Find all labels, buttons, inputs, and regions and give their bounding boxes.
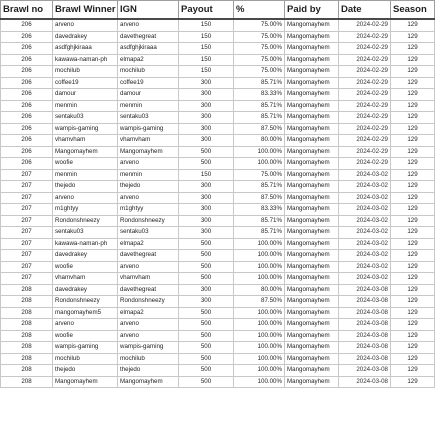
cell-date[interactable]: 2024-02-29 — [339, 31, 391, 43]
cell-season[interactable]: 129 — [391, 146, 435, 158]
cell-brawl-winner[interactable]: thejedo — [53, 181, 118, 193]
cell-date[interactable]: 2024-03-08 — [339, 307, 391, 319]
cell-date[interactable]: 2024-03-02 — [339, 273, 391, 285]
cell-ign[interactable]: elmapa2 — [118, 238, 179, 250]
table-row — [1, 31, 435, 43]
cell-ign[interactable]: arveno — [118, 19, 179, 31]
cell-brawl-no[interactable]: 208 — [1, 342, 53, 354]
cell-payout[interactable]: 500 — [179, 273, 234, 285]
table-row — [1, 342, 435, 354]
cell-brawl-winner[interactable]: woofie — [53, 261, 118, 273]
table-row — [1, 181, 435, 193]
cell-payout[interactable]: 150 — [179, 31, 234, 43]
cell-ign[interactable]: wampis-gaming — [118, 123, 179, 135]
cell-date[interactable]: 2024-03-02 — [339, 169, 391, 181]
table-row — [1, 296, 435, 308]
cell-payout[interactable]: 300 — [179, 296, 234, 308]
cell-brawl-winner[interactable]: mangomayhem5 — [53, 307, 118, 319]
cell-brawl-winner[interactable]: Mangomayhem — [53, 146, 118, 158]
cell-brawl-winner[interactable]: davedrakey — [53, 250, 118, 262]
cell-paid-by[interactable]: Mangomayhem — [285, 158, 339, 170]
cell-ign[interactable]: coffee19 — [118, 77, 179, 89]
cell-brawl-no[interactable]: 206 — [1, 31, 53, 43]
table-row — [1, 319, 435, 331]
cell-payout[interactable]: 500 — [179, 250, 234, 262]
header-row — [1, 1, 435, 20]
header-payout[interactable]: Payout — [179, 1, 234, 20]
cell-ign[interactable]: vhamvham — [118, 273, 179, 285]
cell-ign[interactable]: vhamvham — [118, 135, 179, 147]
cell-season[interactable]: 129 — [391, 307, 435, 319]
cell-date[interactable]: 2024-03-08 — [339, 365, 391, 377]
cell-brawl-no[interactable]: 206 — [1, 19, 53, 31]
table-row — [1, 123, 435, 135]
cell-payout[interactable]: 500 — [179, 146, 234, 158]
cell-brawl-no[interactable]: 207 — [1, 227, 53, 239]
cell-brawl-no[interactable]: 206 — [1, 66, 53, 78]
cell-percent[interactable]: 75.00% — [234, 31, 285, 43]
cell-season[interactable]: 129 — [391, 227, 435, 239]
table-body — [1, 19, 435, 388]
cell-brawl-winner[interactable]: arveno — [53, 319, 118, 331]
cell-ign[interactable]: Mangomayhem — [118, 376, 179, 388]
table-row — [1, 192, 435, 204]
table-row — [1, 250, 435, 262]
cell-date[interactable]: 2024-02-29 — [339, 146, 391, 158]
cell-brawl-no[interactable]: 207 — [1, 215, 53, 227]
cell-season[interactable]: 129 — [391, 330, 435, 342]
cell-ign[interactable]: arveno — [118, 192, 179, 204]
cell-percent[interactable]: 87.50% — [234, 123, 285, 135]
cell-percent[interactable]: 100.00% — [234, 353, 285, 365]
cell-brawl-winner[interactable]: m1ghtyy — [53, 204, 118, 216]
cell-percent[interactable]: 75.00% — [234, 54, 285, 66]
table-row — [1, 146, 435, 158]
cell-date[interactable]: 2024-02-29 — [339, 66, 391, 78]
cell-percent[interactable]: 75.00% — [234, 43, 285, 55]
cell-payout[interactable]: 300 — [179, 89, 234, 101]
cell-brawl-winner[interactable]: davedrakey — [53, 31, 118, 43]
table-row — [1, 204, 435, 216]
cell-ign[interactable]: arveno — [118, 319, 179, 331]
cell-percent[interactable]: 85.71% — [234, 112, 285, 124]
cell-brawl-winner[interactable]: Rondonshneezy — [53, 296, 118, 308]
cell-payout[interactable]: 150 — [179, 169, 234, 181]
cell-percent[interactable]: 83.33% — [234, 204, 285, 216]
cell-date[interactable]: 2024-02-29 — [339, 89, 391, 101]
cell-paid-by[interactable]: Mangomayhem — [285, 342, 339, 354]
cell-season[interactable]: 129 — [391, 365, 435, 377]
cell-payout[interactable]: 500 — [179, 365, 234, 377]
cell-payout[interactable]: 300 — [179, 100, 234, 112]
cell-percent[interactable]: 85.71% — [234, 181, 285, 193]
table-row — [1, 43, 435, 55]
cell-brawl-no[interactable]: 206 — [1, 100, 53, 112]
cell-payout[interactable]: 300 — [179, 227, 234, 239]
table-row — [1, 227, 435, 239]
cell-payout[interactable]: 500 — [179, 238, 234, 250]
cell-ign[interactable]: arveno — [118, 330, 179, 342]
cell-season[interactable]: 129 — [391, 31, 435, 43]
cell-brawl-winner[interactable]: Mangomayhem — [53, 376, 118, 388]
cell-ign[interactable]: elmapa2 — [118, 54, 179, 66]
cell-brawl-winner[interactable]: Rondonshneezy — [53, 215, 118, 227]
cell-date[interactable]: 2024-03-02 — [339, 181, 391, 193]
cell-season[interactable]: 129 — [391, 89, 435, 101]
cell-paid-by[interactable]: Mangomayhem — [285, 353, 339, 365]
cell-brawl-no[interactable]: 207 — [1, 250, 53, 262]
cell-brawl-winner[interactable]: menmin — [53, 169, 118, 181]
header-date[interactable]: Date — [339, 1, 391, 20]
cell-paid-by[interactable]: Mangomayhem — [285, 238, 339, 250]
cell-date[interactable]: 2024-03-08 — [339, 284, 391, 296]
cell-payout[interactable]: 150 — [179, 43, 234, 55]
cell-paid-by[interactable]: Mangomayhem — [285, 227, 339, 239]
table-row — [1, 353, 435, 365]
cell-ign[interactable]: menmin — [118, 100, 179, 112]
cell-payout[interactable]: 300 — [179, 284, 234, 296]
cell-percent[interactable]: 85.71% — [234, 215, 285, 227]
cell-date[interactable]: 2024-03-08 — [339, 342, 391, 354]
cell-season[interactable]: 129 — [391, 353, 435, 365]
cell-percent[interactable]: 100.00% — [234, 261, 285, 273]
cell-brawl-no[interactable]: 208 — [1, 319, 53, 331]
cell-brawl-no[interactable]: 207 — [1, 192, 53, 204]
cell-brawl-no[interactable]: 206 — [1, 77, 53, 89]
cell-payout[interactable]: 300 — [179, 181, 234, 193]
cell-date[interactable]: 2024-02-29 — [339, 123, 391, 135]
cell-brawl-no[interactable]: 206 — [1, 146, 53, 158]
cell-ign[interactable]: m1ghtyy — [118, 204, 179, 216]
cell-season[interactable]: 129 — [391, 215, 435, 227]
cell-percent[interactable]: 87.50% — [234, 192, 285, 204]
table-row — [1, 112, 435, 124]
cell-paid-by[interactable]: Mangomayhem — [285, 43, 339, 55]
cell-season[interactable]: 129 — [391, 261, 435, 273]
cell-brawl-winner[interactable]: asdfghjkiraaa — [53, 43, 118, 55]
header-ign[interactable]: IGN — [118, 1, 179, 20]
cell-payout[interactable]: 150 — [179, 66, 234, 78]
cell-percent[interactable]: 100.00% — [234, 146, 285, 158]
cell-brawl-no[interactable]: 206 — [1, 135, 53, 147]
cell-percent[interactable]: 75.00% — [234, 19, 285, 31]
cell-percent[interactable]: 100.00% — [234, 342, 285, 354]
cell-date[interactable]: 2024-03-08 — [339, 296, 391, 308]
table-row — [1, 100, 435, 112]
table-row — [1, 365, 435, 377]
table-row — [1, 77, 435, 89]
cell-ign[interactable]: mochilub — [118, 353, 179, 365]
cell-ign[interactable]: Mangomayhem — [118, 146, 179, 158]
table-row — [1, 158, 435, 170]
header-brawl-no[interactable]: Brawl no — [1, 1, 53, 20]
cell-date[interactable]: 2024-03-08 — [339, 353, 391, 365]
cell-brawl-winner[interactable]: kawawa-naman-ph — [53, 238, 118, 250]
cell-brawl-no[interactable]: 208 — [1, 353, 53, 365]
cell-paid-by[interactable]: Mangomayhem — [285, 89, 339, 101]
table-row — [1, 284, 435, 296]
cell-season[interactable]: 129 — [391, 204, 435, 216]
cell-season[interactable]: 129 — [391, 181, 435, 193]
cell-percent[interactable]: 100.00% — [234, 319, 285, 331]
cell-paid-by[interactable]: Mangomayhem — [285, 376, 339, 388]
cell-payout[interactable]: 500 — [179, 319, 234, 331]
cell-percent[interactable]: 100.00% — [234, 158, 285, 170]
cell-payout[interactable]: 500 — [179, 261, 234, 273]
cell-ign[interactable]: sentaku03 — [118, 112, 179, 124]
cell-season[interactable]: 129 — [391, 77, 435, 89]
cell-date[interactable]: 2024-03-02 — [339, 238, 391, 250]
cell-payout[interactable]: 300 — [179, 215, 234, 227]
cell-percent[interactable]: 100.00% — [234, 238, 285, 250]
cell-ign[interactable]: thejedo — [118, 181, 179, 193]
cell-percent[interactable]: 87.50% — [234, 296, 285, 308]
cell-brawl-no[interactable]: 208 — [1, 296, 53, 308]
cell-percent[interactable]: 85.71% — [234, 77, 285, 89]
header-paid-by[interactable]: Paid by — [285, 1, 339, 20]
cell-season[interactable]: 129 — [391, 43, 435, 55]
cell-brawl-winner[interactable]: wampis-gaming — [53, 123, 118, 135]
cell-brawl-no[interactable]: 207 — [1, 169, 53, 181]
cell-paid-by[interactable]: Mangomayhem — [285, 77, 339, 89]
cell-ign[interactable]: davethegreat — [118, 250, 179, 262]
cell-date[interactable]: 2024-03-02 — [339, 261, 391, 273]
cell-percent[interactable]: 85.71% — [234, 100, 285, 112]
cell-brawl-no[interactable]: 207 — [1, 181, 53, 193]
cell-ign[interactable]: elmapa2 — [118, 307, 179, 319]
table-row — [1, 135, 435, 147]
cell-percent[interactable]: 75.00% — [234, 169, 285, 181]
cell-date[interactable]: 2024-02-29 — [339, 19, 391, 31]
table-row — [1, 66, 435, 78]
cell-brawl-winner[interactable]: sentaku03 — [53, 112, 118, 124]
cell-paid-by[interactable]: Mangomayhem — [285, 181, 339, 193]
cell-brawl-winner[interactable]: kawawa-naman-ph — [53, 54, 118, 66]
cell-brawl-no[interactable]: 206 — [1, 112, 53, 124]
table-row — [1, 376, 435, 388]
cell-payout[interactable]: 500 — [179, 376, 234, 388]
cell-date[interactable]: 2024-02-29 — [339, 135, 391, 147]
cell-ign[interactable]: arveno — [118, 158, 179, 170]
cell-brawl-no[interactable]: 207 — [1, 204, 53, 216]
cell-brawl-winner[interactable]: coffee19 — [53, 77, 118, 89]
cell-date[interactable]: 2024-02-29 — [339, 158, 391, 170]
cell-payout[interactable]: 150 — [179, 19, 234, 31]
table-row — [1, 261, 435, 273]
cell-paid-by[interactable]: Mangomayhem — [285, 330, 339, 342]
cell-brawl-winner[interactable]: woofie — [53, 330, 118, 342]
cell-brawl-no[interactable]: 208 — [1, 330, 53, 342]
cell-paid-by[interactable]: Mangomayhem — [285, 146, 339, 158]
cell-paid-by[interactable]: Mangomayhem — [285, 19, 339, 31]
cell-ign[interactable]: Rondonshneezy — [118, 215, 179, 227]
cell-payout[interactable]: 500 — [179, 342, 234, 354]
cell-date[interactable]: 2024-02-29 — [339, 77, 391, 89]
cell-paid-by[interactable]: Mangomayhem — [285, 250, 339, 262]
table-row — [1, 330, 435, 342]
cell-payout[interactable]: 300 — [179, 123, 234, 135]
cell-percent[interactable]: 100.00% — [234, 330, 285, 342]
cell-brawl-no[interactable]: 207 — [1, 261, 53, 273]
cell-paid-by[interactable]: Mangomayhem — [285, 112, 339, 124]
cell-ign[interactable]: wampis-gaming — [118, 342, 179, 354]
cell-season[interactable]: 129 — [391, 296, 435, 308]
cell-paid-by[interactable]: Mangomayhem — [285, 54, 339, 66]
cell-date[interactable]: 2024-03-02 — [339, 204, 391, 216]
cell-percent[interactable]: 100.00% — [234, 365, 285, 377]
cell-brawl-winner[interactable]: arveno — [53, 192, 118, 204]
cell-season[interactable]: 129 — [391, 192, 435, 204]
cell-percent[interactable]: 80.00% — [234, 284, 285, 296]
cell-paid-by[interactable]: Mangomayhem — [285, 307, 339, 319]
table-row — [1, 169, 435, 181]
table-row — [1, 273, 435, 285]
cell-paid-by[interactable]: Mangomayhem — [285, 135, 339, 147]
cell-season[interactable]: 129 — [391, 100, 435, 112]
cell-brawl-no[interactable]: 207 — [1, 238, 53, 250]
cell-payout[interactable]: 500 — [179, 158, 234, 170]
cell-brawl-no[interactable]: 206 — [1, 123, 53, 135]
cell-brawl-winner[interactable]: sentaku03 — [53, 227, 118, 239]
header-brawl-winner[interactable]: Brawl Winner — [53, 1, 118, 20]
cell-date[interactable]: 2024-03-08 — [339, 376, 391, 388]
cell-brawl-winner[interactable]: arveno — [53, 19, 118, 31]
cell-season[interactable]: 129 — [391, 54, 435, 66]
cell-percent[interactable]: 100.00% — [234, 307, 285, 319]
cell-date[interactable]: 2024-02-29 — [339, 100, 391, 112]
cell-brawl-winner[interactable]: menmin — [53, 100, 118, 112]
cell-payout[interactable]: 300 — [179, 135, 234, 147]
cell-percent[interactable]: 83.33% — [234, 89, 285, 101]
cell-payout[interactable]: 300 — [179, 204, 234, 216]
cell-payout[interactable]: 300 — [179, 77, 234, 89]
cell-paid-by[interactable]: Mangomayhem — [285, 169, 339, 181]
cell-season[interactable]: 129 — [391, 158, 435, 170]
cell-ign[interactable]: asdfghjkiraaa — [118, 43, 179, 55]
cell-paid-by[interactable]: Mangomayhem — [285, 319, 339, 331]
cell-payout[interactable]: 500 — [179, 307, 234, 319]
cell-paid-by[interactable]: Mangomayhem — [285, 273, 339, 285]
cell-ign[interactable]: menmin — [118, 169, 179, 181]
cell-brawl-winner[interactable]: thejedo — [53, 365, 118, 377]
cell-paid-by[interactable]: Mangomayhem — [285, 204, 339, 216]
cell-paid-by[interactable]: Mangomayhem — [285, 31, 339, 43]
cell-brawl-no[interactable]: 208 — [1, 376, 53, 388]
cell-paid-by[interactable]: Mangomayhem — [285, 296, 339, 308]
cell-ign[interactable]: davethegreat — [118, 31, 179, 43]
cell-ign[interactable]: arveno — [118, 261, 179, 273]
cell-brawl-no[interactable]: 206 — [1, 43, 53, 55]
table-row — [1, 238, 435, 250]
cell-date[interactable]: 2024-02-29 — [339, 54, 391, 66]
cell-brawl-winner[interactable]: damour — [53, 89, 118, 101]
cell-percent[interactable]: 100.00% — [234, 376, 285, 388]
cell-brawl-winner[interactable]: mochilub — [53, 353, 118, 365]
cell-date[interactable]: 2024-03-02 — [339, 227, 391, 239]
cell-paid-by[interactable]: Mangomayhem — [285, 261, 339, 273]
cell-payout[interactable]: 150 — [179, 54, 234, 66]
table-row — [1, 89, 435, 101]
cell-date[interactable]: 2024-03-02 — [339, 215, 391, 227]
cell-brawl-no[interactable]: 206 — [1, 158, 53, 170]
cell-brawl-no[interactable]: 206 — [1, 54, 53, 66]
cell-date[interactable]: 2024-03-02 — [339, 250, 391, 262]
table-row — [1, 54, 435, 66]
cell-season[interactable]: 129 — [391, 342, 435, 354]
cell-paid-by[interactable]: Mangomayhem — [285, 100, 339, 112]
cell-percent[interactable]: 85.71% — [234, 227, 285, 239]
header-season[interactable]: Season — [391, 1, 435, 20]
cell-paid-by[interactable]: Mangomayhem — [285, 365, 339, 377]
cell-date[interactable]: 2024-03-02 — [339, 192, 391, 204]
cell-brawl-winner[interactable]: wampis-gaming — [53, 342, 118, 354]
cell-season[interactable]: 129 — [391, 169, 435, 181]
cell-brawl-winner[interactable]: vhamvham — [53, 273, 118, 285]
cell-season[interactable]: 129 — [391, 66, 435, 78]
cell-paid-by[interactable]: Mangomayhem — [285, 284, 339, 296]
cell-season[interactable]: 129 — [391, 319, 435, 331]
cell-season[interactable]: 129 — [391, 19, 435, 31]
cell-payout[interactable]: 500 — [179, 353, 234, 365]
cell-date[interactable]: 2024-02-29 — [339, 112, 391, 124]
cell-brawl-winner[interactable]: mochilub — [53, 66, 118, 78]
cell-brawl-no[interactable]: 207 — [1, 273, 53, 285]
cell-percent[interactable]: 75.00% — [234, 66, 285, 78]
cell-season[interactable]: 129 — [391, 135, 435, 147]
cell-brawl-winner[interactable]: vhamvham — [53, 135, 118, 147]
cell-date[interactable]: 2024-02-29 — [339, 43, 391, 55]
cell-paid-by[interactable]: Mangomayhem — [285, 192, 339, 204]
cell-ign[interactable]: damour — [118, 89, 179, 101]
cell-brawl-winner[interactable]: woofie — [53, 158, 118, 170]
table-row — [1, 19, 435, 31]
cell-date[interactable]: 2024-03-08 — [339, 319, 391, 331]
cell-ign[interactable]: sentaku03 — [118, 227, 179, 239]
cell-season[interactable]: 129 — [391, 376, 435, 388]
cell-brawl-no[interactable]: 208 — [1, 365, 53, 377]
cell-season[interactable]: 129 — [391, 238, 435, 250]
cell-brawl-winner[interactable]: davedrakey — [53, 284, 118, 296]
cell-paid-by[interactable]: Mangomayhem — [285, 123, 339, 135]
cell-ign[interactable]: mochilub — [118, 66, 179, 78]
cell-percent[interactable]: 100.00% — [234, 273, 285, 285]
cell-brawl-no[interactable]: 206 — [1, 89, 53, 101]
cell-ign[interactable]: thejedo — [118, 365, 179, 377]
cell-paid-by[interactable]: Mangomayhem — [285, 215, 339, 227]
header-percent[interactable]: % — [234, 1, 285, 20]
cell-season[interactable]: 129 — [391, 284, 435, 296]
cell-season[interactable]: 129 — [391, 123, 435, 135]
cell-season[interactable]: 129 — [391, 273, 435, 285]
table-row — [1, 215, 435, 227]
cell-brawl-no[interactable]: 208 — [1, 307, 53, 319]
cell-percent[interactable]: 100.00% — [234, 250, 285, 262]
cell-ign[interactable]: Rondonshneezy — [118, 296, 179, 308]
table-row — [1, 307, 435, 319]
cell-brawl-no[interactable]: 208 — [1, 284, 53, 296]
cell-season[interactable]: 129 — [391, 250, 435, 262]
cell-payout[interactable]: 500 — [179, 330, 234, 342]
cell-ign[interactable]: davethegreat — [118, 284, 179, 296]
cell-paid-by[interactable]: Mangomayhem — [285, 66, 339, 78]
cell-season[interactable]: 129 — [391, 112, 435, 124]
cell-payout[interactable]: 300 — [179, 192, 234, 204]
cell-date[interactable]: 2024-03-08 — [339, 330, 391, 342]
cell-percent[interactable]: 80.00% — [234, 135, 285, 147]
cell-payout[interactable]: 300 — [179, 112, 234, 124]
